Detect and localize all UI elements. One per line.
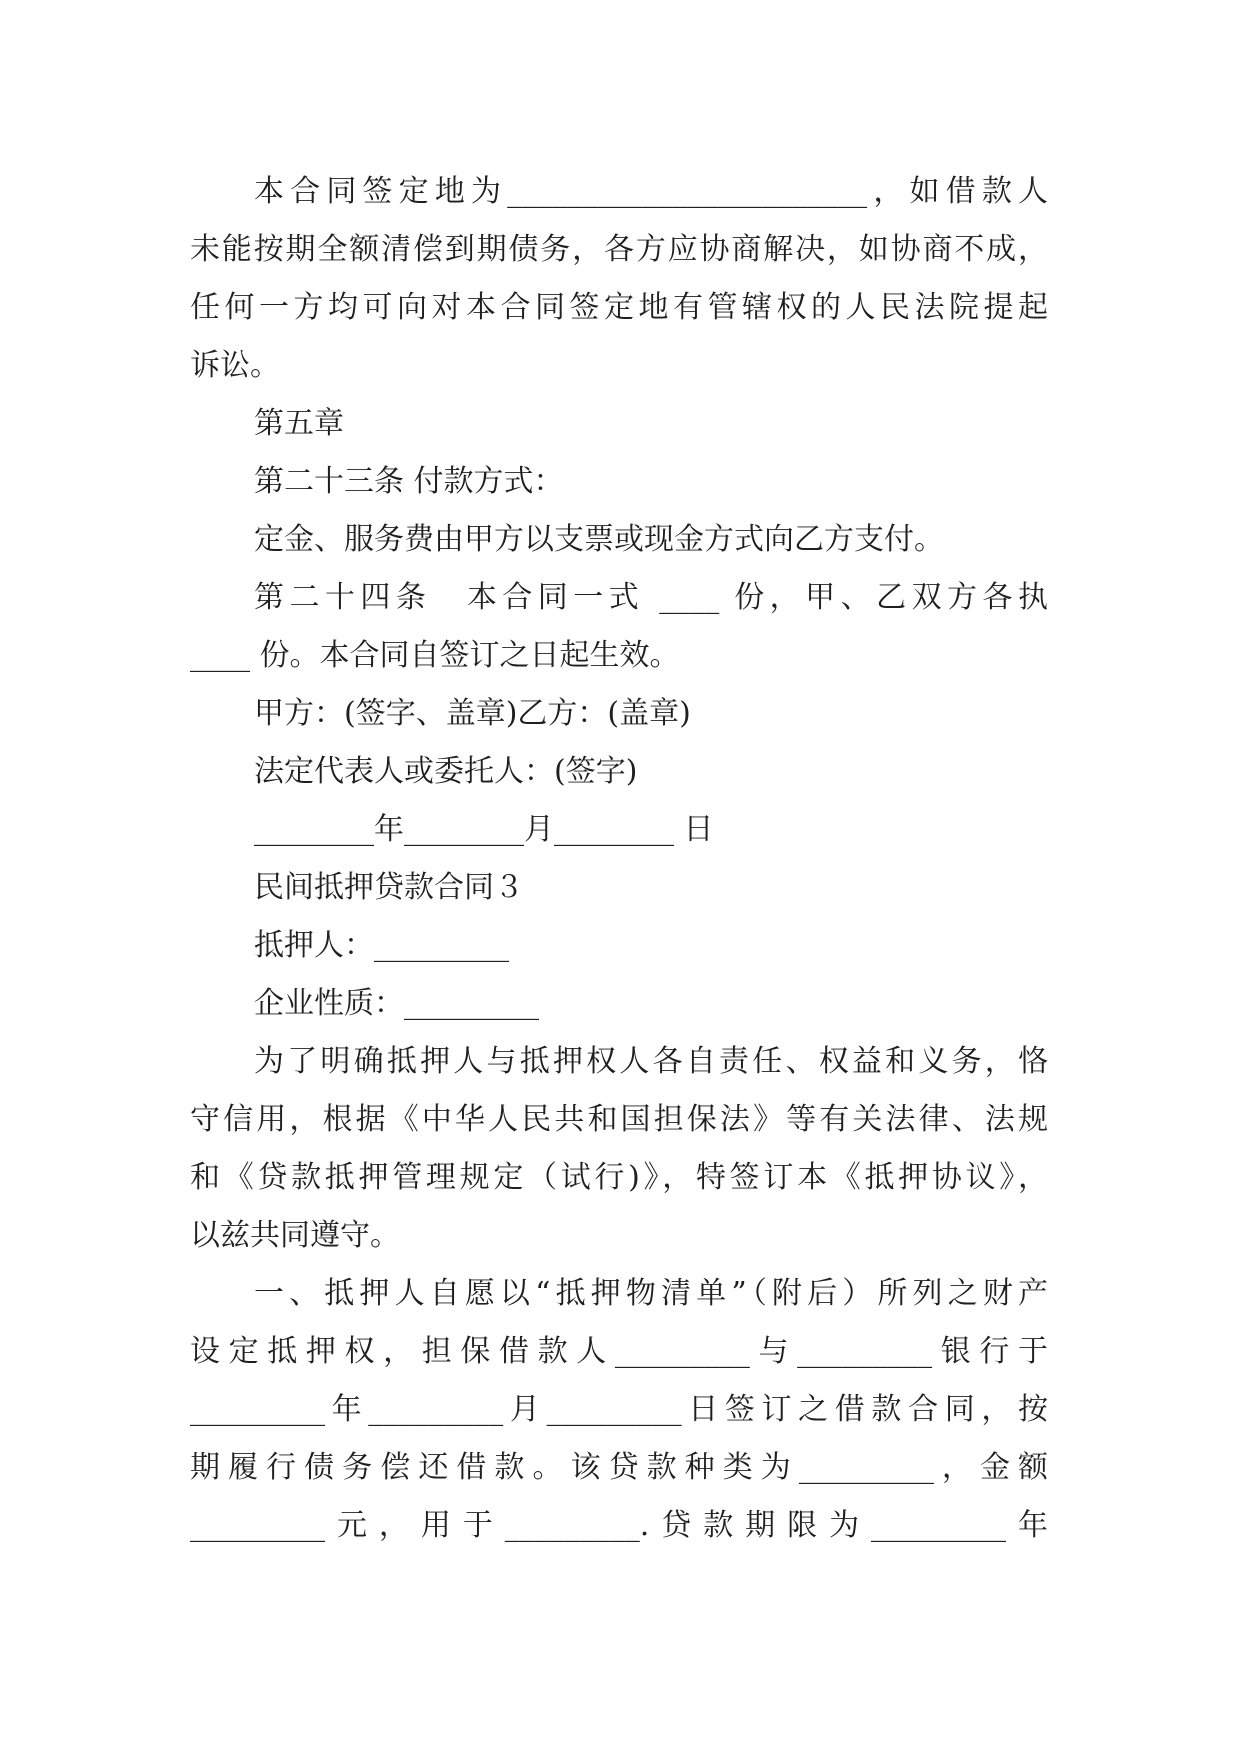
paragraph-line: ____ 份。本合同自签订之日起生效。 [190, 638, 680, 673]
paragraph-line: 和《贷款抵押管理规定（试行)》，特签订本《抵押协议》， [190, 1160, 1048, 1195]
signature-line: 法定代表人或委托人：(签字) [254, 754, 638, 789]
enterprise-type-field: 企业性质：_________ [254, 986, 539, 1021]
paragraph-line: 定金、服务费由甲方以支票或现金方式向乙方支付。 [254, 522, 944, 557]
document-title: 民间抵押贷款合同３ [254, 870, 524, 905]
paragraph-line: 本合同签定地为________________________，如借款人 [254, 174, 1048, 209]
mortgagor-field: 抵押人：_________ [254, 928, 509, 963]
paragraph-line: 为了明确抵押人与抵押权人各自责任、权益和义务，恪 [254, 1044, 1048, 1079]
paragraph-line: 未能按期全额清偿到期债务，各方应协商解决，如协商不成， [190, 232, 1048, 267]
document-body [190, 163, 1048, 1555]
paragraph-line: 设定抵押权，担保借款人_________与_________银行于 [190, 1334, 1048, 1369]
chapter-heading: 第五章 [254, 406, 344, 441]
paragraph-line: _________元，用于_________.贷款期限为_________年 [190, 1508, 1048, 1543]
paragraph-line: 守信用，根据《中华人民共和国担保法》等有关法律、法规 [190, 1102, 1048, 1137]
paragraph-line: 任何一方均可向对本合同签定地有管辖权的人民法院提起 [190, 290, 1048, 325]
paragraph-line: 第二十四条 本合同一式 ____ 份，甲、乙双方各执 [254, 580, 1048, 615]
signature-line: 甲方：(签字、盖章)乙方：(盖章) [254, 696, 691, 731]
article-heading: 第二十三条 付款方式： [254, 464, 564, 499]
paragraph-line: _________年_________月_________日签订之借款合同，按 [190, 1392, 1048, 1427]
paragraph-line: 以兹共同遵守。 [190, 1218, 400, 1253]
date-line: ________年________月________ 日 [254, 812, 714, 847]
paragraph-line: 诉讼。 [190, 348, 280, 383]
paragraph-line: 期履行债务偿还借款。该贷款种类为_________，金额 [190, 1450, 1048, 1485]
paragraph-line: 一、抵押人自愿以“抵押物清单”（附后）所列之财产 [254, 1276, 1048, 1311]
